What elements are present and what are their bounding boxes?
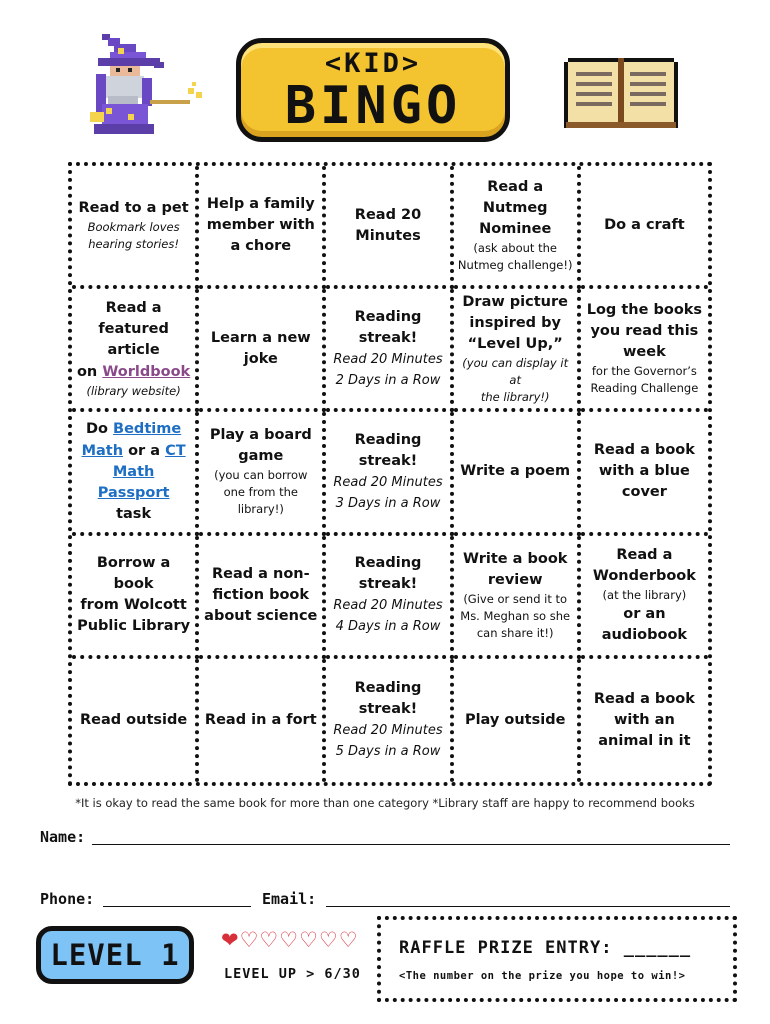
bingo-square-line: Nominee [479,221,552,238]
bingo-square-line: Read a non- [211,565,310,582]
raffle-instructions: <The number on the prize you hope to win!> [399,970,686,982]
bingo-square-r5-c4[interactable] [454,659,581,782]
bingo-square-line: Nutmeg challenge!) [457,258,573,273]
bingo-square-r5-c1[interactable] [72,659,199,782]
bingo-square-line: Ms. Meghan so she [460,608,571,623]
bingo-square-line: Read a book [593,690,695,707]
square-text: or a [123,443,166,460]
bingo-square-line: Read 20 Minutes [333,598,443,614]
bingo-square-line: streak! [358,329,418,346]
bingo-square-line: can share it!) [476,625,554,640]
bingo-square-r3-c4[interactable] [454,412,581,535]
bingo-square-line: Wonderbook [592,567,696,584]
bingo-square-line: from Wolcott [80,597,187,614]
bingo-square-line: (you can display it at [462,355,569,387]
bingo-square-line: Reading Challenge [590,381,699,396]
bingo-square-line: Read a [616,546,673,563]
bingo-square-r2-c3[interactable] [326,289,453,412]
bingo-square-line: (ask about the [473,241,557,256]
bingo-square-line: Minutes [355,227,421,244]
logo-kid-text: <KID> [324,48,422,79]
bingo-square-r3-c5[interactable] [581,412,708,535]
bingo-square-line: fiction book [212,586,310,603]
footnote: *It is okay to read the same book for more than one category *Library staff are happy to recommend books [75,796,695,810]
bingo-square-r2-c4[interactable] [454,289,581,412]
bingo-square-line: Reading [354,308,422,325]
logo-bingo-text: BINGO [284,76,462,136]
bingo-square-line: Read to a pet [78,200,189,217]
bingo-square-r5-c5[interactable] [581,659,708,782]
bingo-square-line [82,440,186,462]
bingo-square-line: Borrow a book [96,555,171,593]
bingo-square-line: Read in a fort [204,711,317,728]
raffle-title-text: RAFFLE PRIZE ENTRY: [399,938,613,958]
bingo-square-r2-c5[interactable] [581,289,708,412]
bingo-square-r4-c4[interactable] [454,536,581,659]
bingo-square-line: library!) [237,502,284,517]
bingo-square-line: Write a book [462,550,568,567]
bingo-square-line: week [623,344,666,361]
bingo-square-line: you read this [590,323,699,340]
bingo-square-line: Learn a new [210,329,311,346]
bingo-square-line: 5 Days in a Row [335,744,441,760]
name-field[interactable] [92,844,730,845]
bingo-square-line: 3 Days in a Row [335,495,441,511]
bingo-square-r1-c2[interactable] [199,166,326,289]
name-label: Name: [40,828,86,846]
bingo-square-line: game [238,448,284,465]
kid-bingo-logo [236,38,510,142]
bingo-square-line: Read a [105,299,162,316]
level-up-progress: LEVEL UP > 6/30 [224,966,361,982]
email-field[interactable] [326,906,730,907]
phone-field[interactable] [103,906,251,907]
square-link[interactable]: Math Passport [97,464,170,502]
email-label: Email: [262,890,317,908]
bingo-square-line: hearing stories! [88,237,179,252]
wizard-icon [88,30,208,142]
bingo-square-line [77,361,190,383]
bingo-square-line: Read 20 Minutes [333,351,443,367]
square-link[interactable]: Bedtime [113,421,182,438]
bingo-square-line: task [116,506,152,523]
bingo-square-line: 4 Days in a Row [335,619,441,635]
bingo-square-line: for the Governor’s [591,364,697,379]
bingo-square-line: Help a family [206,196,315,213]
bingo-square-line: one from the [223,485,298,500]
square-text: Do [86,421,114,438]
bingo-square-line: or an [623,605,666,622]
bingo-square-line: the library!) [480,389,550,404]
bingo-square-r1-c5[interactable] [581,166,708,289]
bingo-square-r5-c2[interactable] [199,659,326,782]
bingo-square-line: Log the books [586,302,703,319]
bingo-square-line [86,418,181,440]
square-text: on [76,363,103,380]
bingo-square-line: Draw picture [462,293,568,310]
bingo-square-r4-c1[interactable] [72,536,199,659]
bingo-square-line: (you can borrow [214,468,308,483]
bingo-square-r1-c1[interactable] [72,166,199,289]
bingo-square-line: joke [243,350,278,367]
bingo-square-line: inspired by [469,314,561,331]
square-link[interactable]: CT [165,443,186,460]
bingo-square-r3-c2[interactable] [199,412,326,535]
bingo-square-line: Read a Nutmeg [482,179,548,217]
bingo-square-line: featured article [98,320,169,358]
bingo-square-line: animal in it [598,732,691,749]
bingo-square-line: streak! [358,576,418,593]
bingo-square-line: (at the library) [602,587,687,602]
bingo-square-line: Do a craft [604,217,685,234]
bingo-square-line: streak! [358,701,418,718]
bingo-square-r3-c3[interactable] [326,412,453,535]
bingo-square-line: Play outside [464,711,566,728]
raffle-entry-box [377,916,737,1002]
bingo-square-line: review [487,571,543,588]
bingo-square-line: Read outside [79,711,188,728]
bingo-square-r5-c3[interactable] [326,659,453,782]
bingo-square-line: Read 20 Minutes [333,723,443,739]
bingo-square-line: Reading [354,680,422,697]
bingo-square-line: Reading [354,555,422,572]
raffle-number-field[interactable]: ______ [623,938,692,958]
bingo-square-line: (Give or send it to [463,591,568,606]
bingo-square-r2-c1[interactable] [72,289,199,412]
bingo-square-line: (library website) [86,383,181,398]
bingo-square-line: streak! [358,452,418,469]
bingo-square-line: a chore [230,238,292,255]
phone-label: Phone: [40,890,95,908]
bingo-square-line: Reading [354,431,422,448]
bingo-square-r3-c1[interactable] [72,412,199,535]
bingo-square-line: member with [206,217,315,234]
bingo-square-line: 2 Days in a Row [335,372,441,388]
bingo-square-line: Read 20 Minutes [333,474,443,490]
bingo-square-line: with an [614,711,675,728]
bingo-square-r1-c4[interactable] [454,166,581,289]
bingo-square-line: cover [621,484,667,501]
raffle-title [399,938,691,958]
bingo-square-line: Read a book [593,442,695,459]
bingo-square-line: Bookmark loves [87,220,180,235]
open-book-icon [562,52,680,132]
bingo-square-r4-c2[interactable] [199,536,326,659]
bingo-square-line: Read 20 [354,206,422,223]
square-link[interactable]: Worldbook [102,363,191,380]
bingo-square-r4-c3[interactable] [326,536,453,659]
hearts-progress: ❤♡♡♡♡♡♡ [221,928,359,952]
bingo-square-line: audiobook [601,626,688,643]
bingo-square-line: with a blue [598,463,690,480]
bingo-square-r1-c3[interactable] [326,166,453,289]
square-link[interactable]: Math [81,443,124,460]
bingo-square-line: Play a board [209,427,312,444]
bingo-square-r4-c5[interactable] [581,536,708,659]
bingo-square-line: Write a poem [460,463,571,480]
bingo-square-line: about science [204,607,318,624]
bingo-square-line: Public Library [77,618,191,635]
bingo-square-r2-c2[interactable] [199,289,326,412]
level-badge: LEVEL 1 [36,926,194,984]
bingo-grid [68,162,712,786]
bingo-square-line: “Level Up,” [467,335,563,352]
